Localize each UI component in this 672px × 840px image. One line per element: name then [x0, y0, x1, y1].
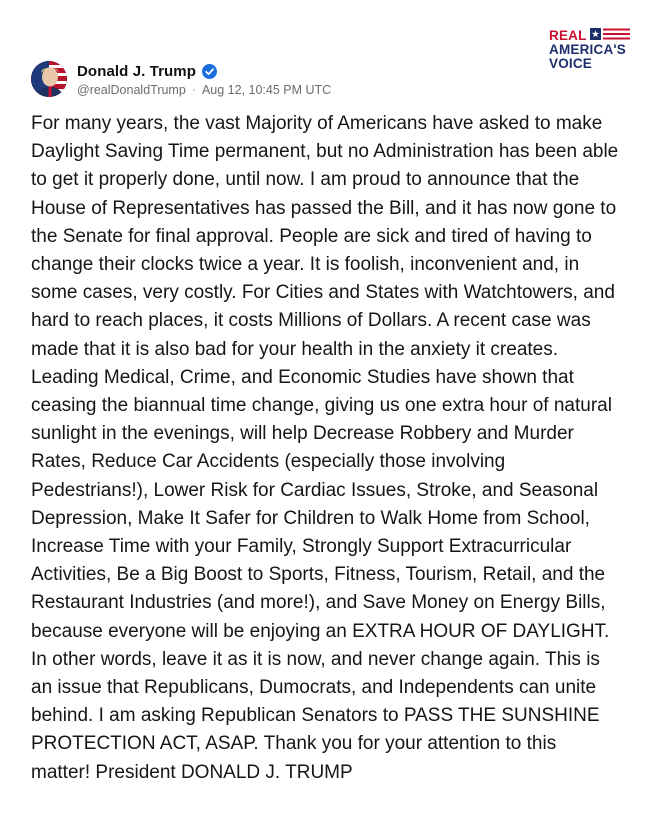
logo-word-real: REAL [549, 27, 587, 43]
post-header [31, 61, 331, 97]
meta-separator: · [191, 83, 196, 97]
logo-word-americas: AMERICA'S [549, 42, 627, 57]
post-meta [77, 83, 331, 97]
logo-word-voice: VOICE [549, 56, 593, 71]
author-handle[interactable]: @realDonaldTrump [77, 83, 186, 97]
post-body-text: For many years, the vast Majority of Americans have asked to make Daylight Saving Time permanent, but no Administration has been able to get it properly done, until now. I am proud to announce that the House of Representatives has passed the Bill, and it has now gone to the Senate for final approval. People are sick and tired of having to change their clocks twice a year. It is foolish, inconvenient and, in some cases, very costly. For Cities and States with Watchtowers, and hard to reach places, it costs Millions of Dollars. A recent case was made that it is also bad for your health in the anxiety it creates. Leading Medical, Crime, and Economic Studies have shown that ceasing the biannual time change, giving us one extra hour of natural sunlight in the evenings, will help Decrease Robbery and Murder Rates, Reduce Car Accidents (especially those involving Pedestrians!), Lower Risk for Cardiac Issues, Stroke, and Seasonal Depression, Make It Safer for Children to Walk Home from School, Increase Time with your Family, Strongly Support Extracurricular Activities, Be a Big Boost to Sports, Fitness, Tourism, Retail, and the Restaurant Industries (and more!), and Save Money on Energy Bills, because everyone will be enjoying an EXTRA HOUR OF DAYLIGHT. In other words, leave it as it is now, and never change again. This is an issue that Republicans, Dumocrats, and Independents can unite behind. I am asking Republican Senators to PASS THE SUNSHINE PROTECTION ACT, ASAP. Thank you for your attention to this matter! President DONALD J. TRUMP [31, 113, 619, 783]
verified-badge-icon [202, 64, 217, 79]
real-americas-voice-logo [549, 28, 639, 72]
trump-portrait-avatar[interactable] [31, 61, 67, 97]
author-info [77, 61, 331, 97]
post-timestamp[interactable]: Aug 12, 10:45 PM UTC [201, 83, 332, 97]
author-name[interactable]: Donald J. Trump [77, 62, 197, 80]
american-flag-icon [590, 28, 630, 43]
